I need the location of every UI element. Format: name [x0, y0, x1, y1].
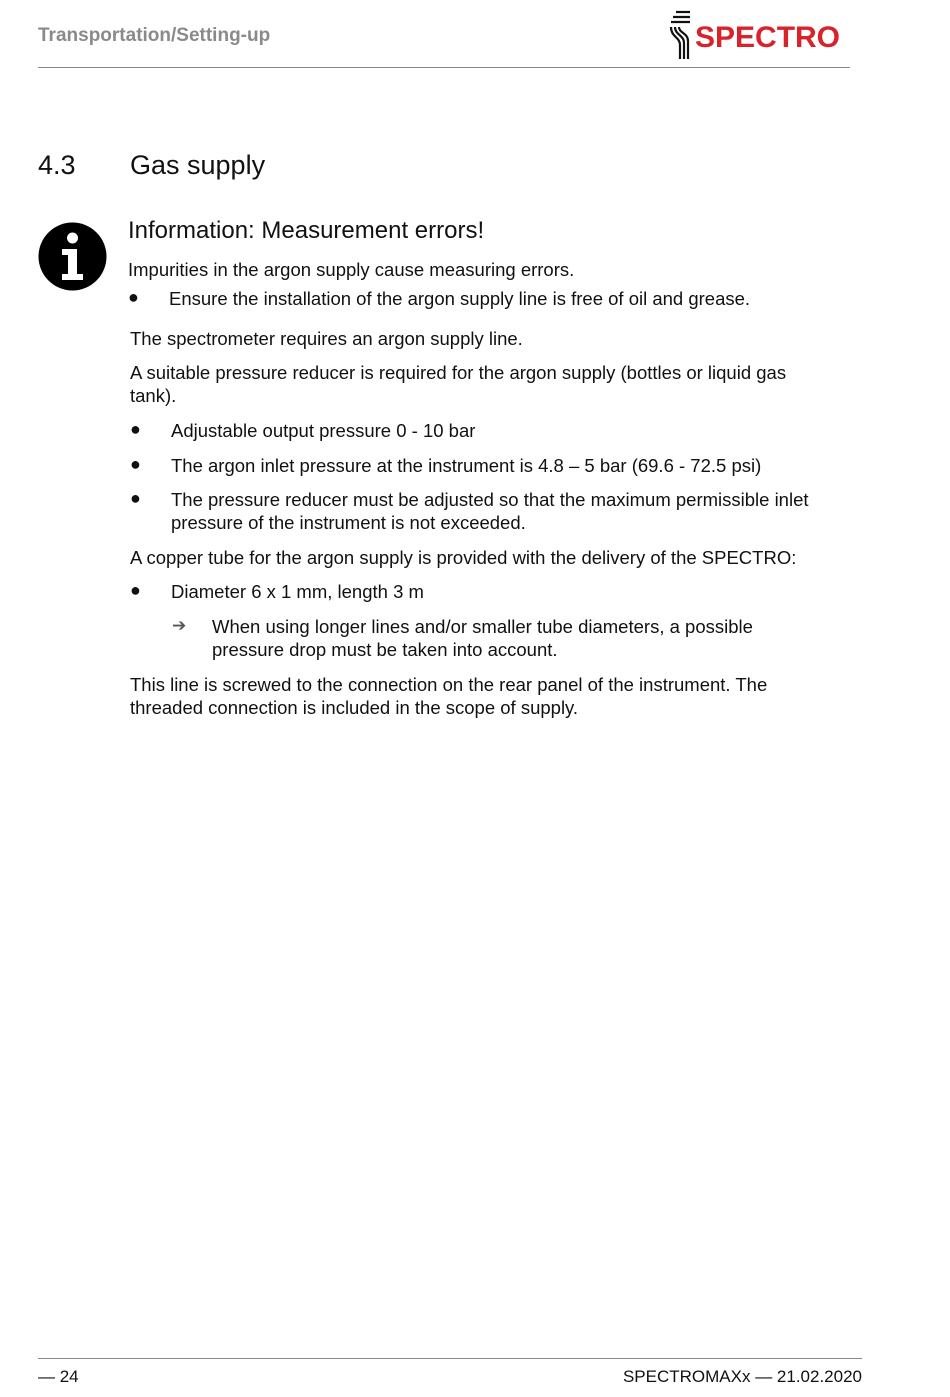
paragraph-4-line-2: threaded connection is included in the scope of supply.: [130, 697, 579, 718]
paragraph-2-line-1: A suitable pressure reducer is required for the argon supply (bottles or liquid gas: [130, 362, 787, 383]
bullet-icon: ●: [130, 419, 141, 439]
logo-wordmark: SPECTRO: [695, 21, 841, 54]
info-title: Information: Measurement errors!: [128, 217, 485, 244]
info-text: Impurities in the argon supply cause measuring errors.: [128, 259, 575, 280]
bullet-3-line-1: The pressure reducer must be adjusted so that the maximum permissible inlet: [171, 489, 809, 510]
page-number: — 24: [38, 1367, 79, 1386]
bullet-1-text: Adjustable output pressure 0 - 10 bar: [171, 420, 476, 441]
section-title: Gas supply: [130, 150, 266, 180]
arrow-note-line-2: pressure drop must be taken into account.: [212, 639, 558, 660]
arrow-note-line-1: When using longer lines and/or smaller tube diameters, a possible: [212, 616, 753, 637]
paragraph-1: The spectrometer requires an argon supply line.: [130, 328, 523, 349]
info-bullet-text: Ensure the installation of the argon supply line is free of oil and grease.: [169, 288, 751, 309]
information-icon: [38, 222, 107, 291]
logo-mark-icon: [671, 12, 690, 59]
footer-divider: [38, 1358, 862, 1359]
running-header: Transportation/Setting-up: [38, 25, 271, 46]
paragraph-4-line-1: This line is screwed to the connection on the rear panel of the instrument. The: [130, 674, 768, 695]
bullet-icon: ●: [130, 488, 141, 508]
header-divider: [38, 67, 850, 68]
bullet-icon: ●: [128, 287, 139, 307]
bullet-3-line-2: pressure of the instrument is not exceeded.: [171, 512, 526, 533]
section-number: 4.3: [38, 150, 76, 180]
paragraph-2-line-2: tank).: [130, 385, 177, 406]
bullet-icon: ●: [130, 580, 141, 600]
bullet-icon: ●: [130, 454, 141, 474]
bullet-4-text: Diameter 6 x 1 mm, length 3 m: [171, 581, 424, 602]
arrow-right-icon: ➔: [172, 616, 187, 635]
paragraph-3: A copper tube for the argon supply is provided with the delivery of the SPECTRO:: [130, 547, 797, 568]
document-id: SPECTROMAXx — 21.02.2020: [622, 1367, 862, 1386]
spectro-logo: [668, 9, 850, 61]
bullet-2-text: The argon inlet pressure at the instrument is 4.8 – 5 bar (69.6 - 72.5 psi): [171, 455, 762, 476]
